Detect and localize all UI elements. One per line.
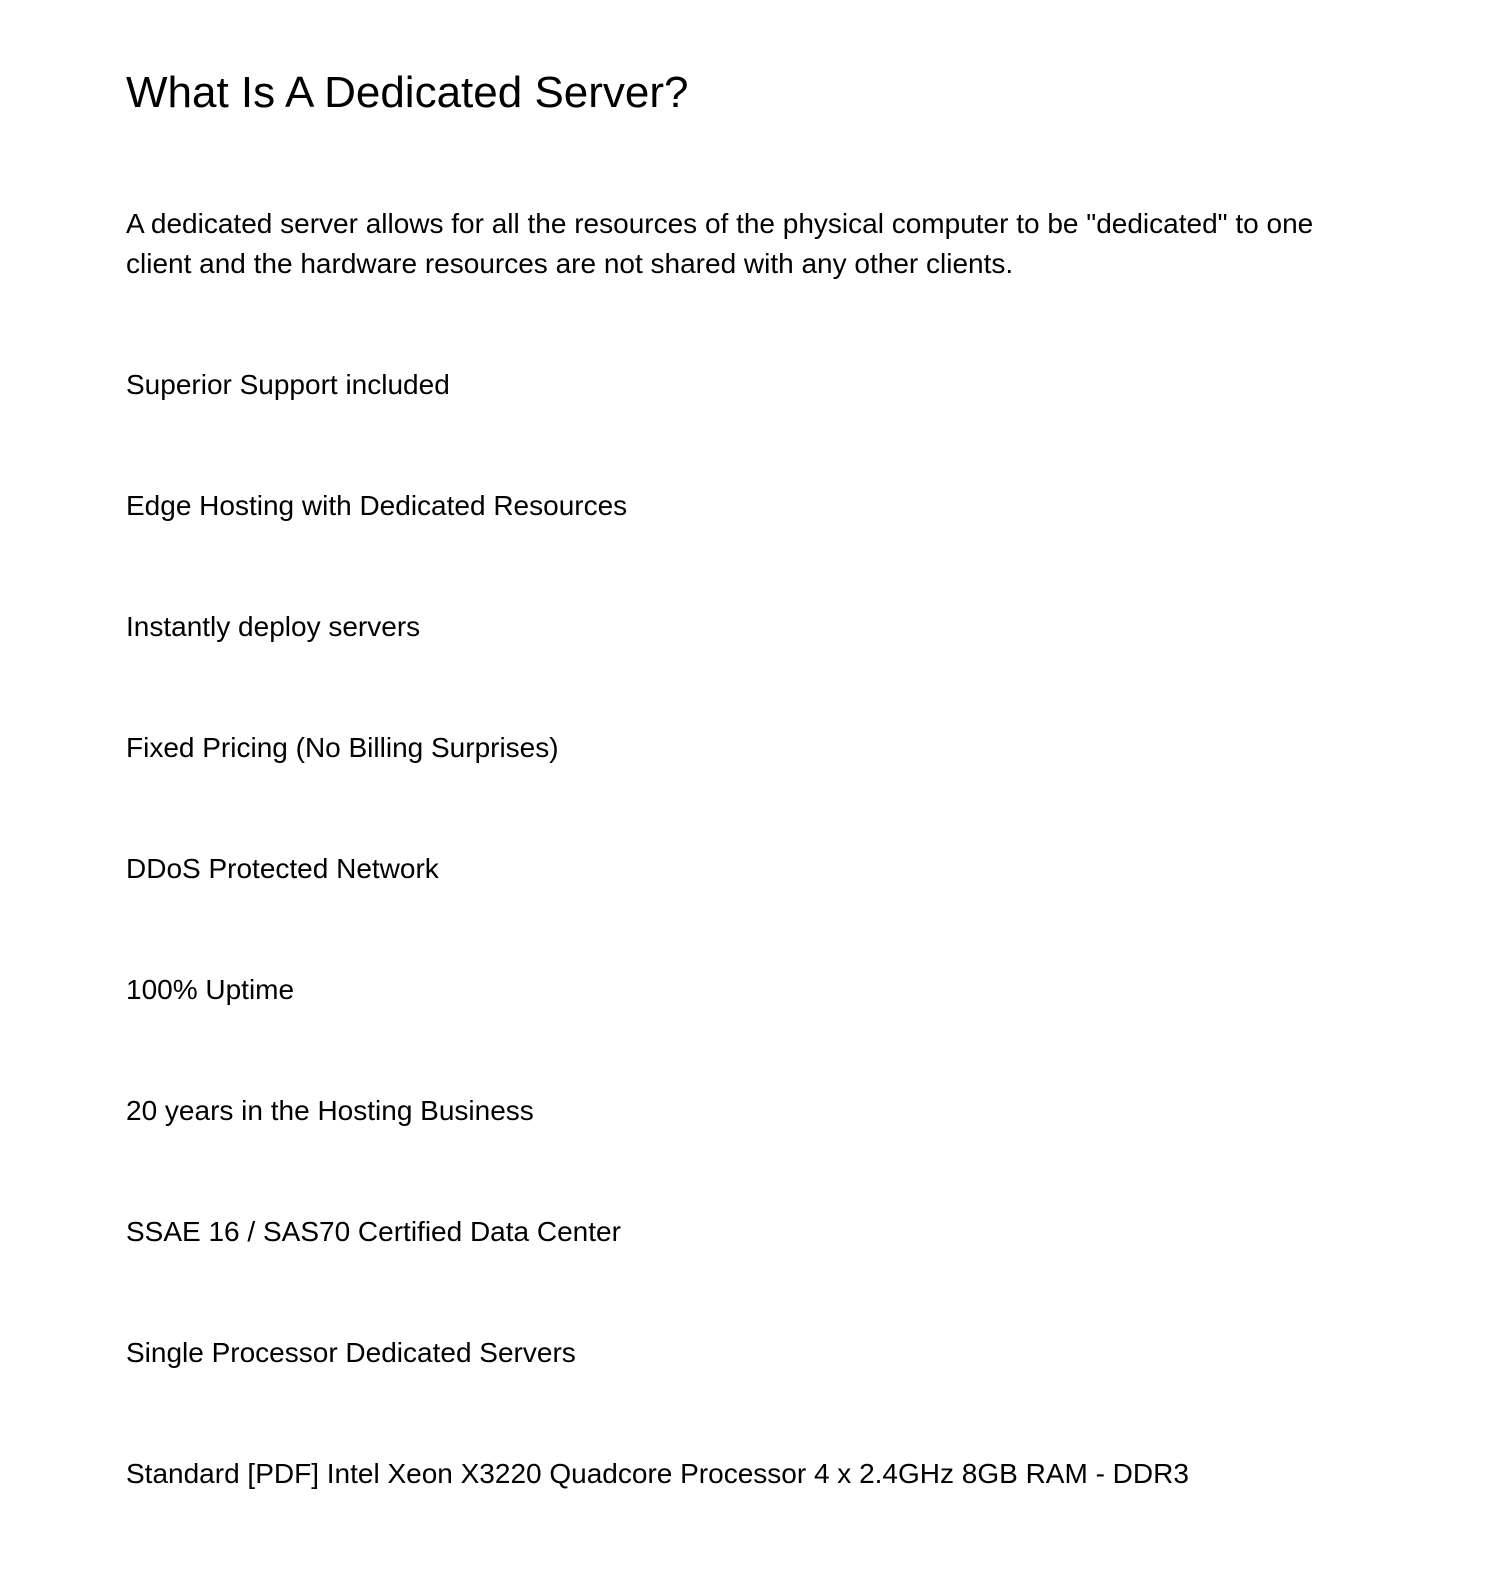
page-title: What Is A Dedicated Server?	[126, 68, 689, 117]
feature-item-edge-hosting: Edge Hosting with Dedicated Resources	[126, 490, 628, 521]
feature-item-certified: SSAE 16 / SAS70 Certified Data Center	[126, 1216, 621, 1247]
feature-list	[126, 365, 1189, 1575]
feature-item-ddos: DDoS Protected Network	[126, 853, 439, 884]
feature-item-uptime: 100% Uptime	[126, 974, 295, 1005]
intro-paragraph: A dedicated server allows for all the resources of the physical computer to be "dedicated" to one client and the hardware resources are not shared with any other clients.	[126, 208, 1314, 279]
feature-item-pricing: Fixed Pricing (No Billing Surprises)	[126, 732, 559, 763]
feature-item-single-processor: Single Processor Dedicated Servers	[126, 1337, 576, 1368]
feature-item-deploy: Instantly deploy servers	[126, 611, 421, 642]
feature-item-support: Superior Support included	[126, 369, 450, 400]
feature-item-experience: 20 years in the Hosting Business	[126, 1095, 534, 1126]
feature-item-standard-spec: Standard [PDF] Intel Xeon X3220 Quadcore Processor 4 x 2.4GHz 8GB RAM - DDR3	[126, 1458, 1189, 1489]
